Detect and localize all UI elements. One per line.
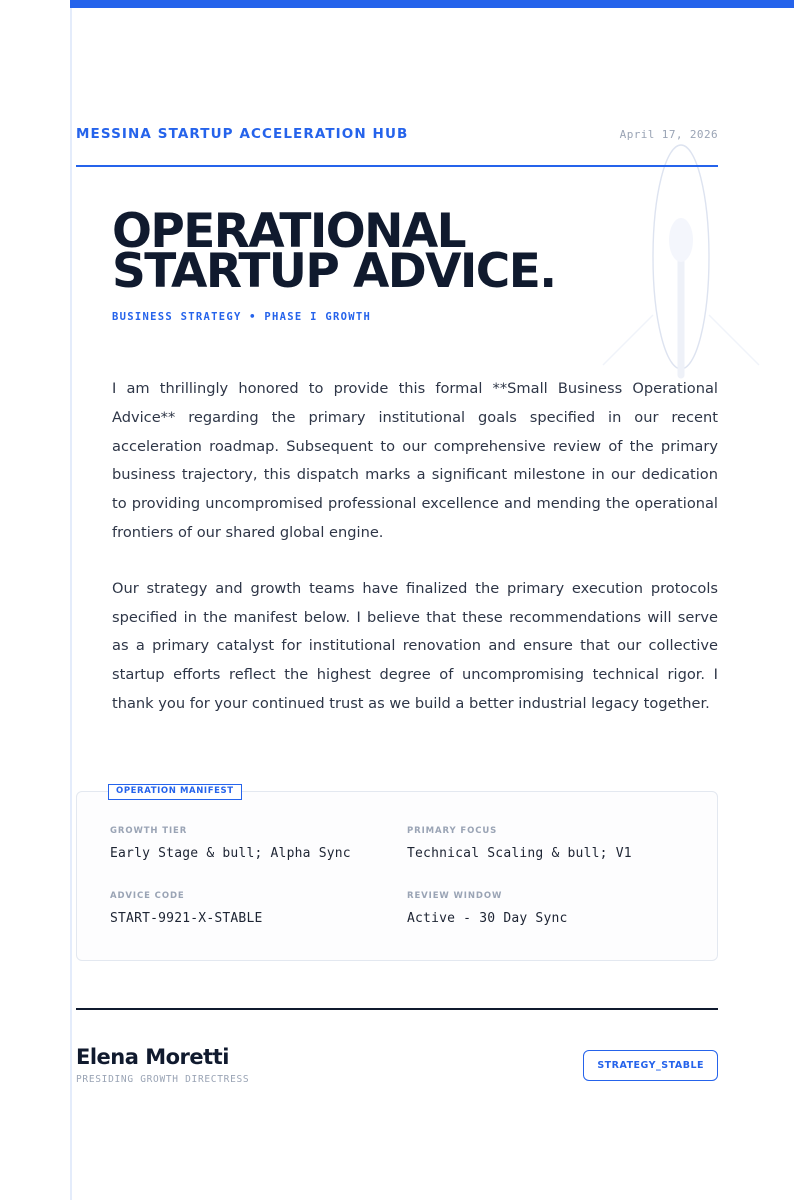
- manifest-field-value: Early Stage & bull; Alpha Sync: [110, 846, 351, 861]
- manifest-field: [407, 826, 684, 861]
- document-date: April 17, 2026: [619, 128, 718, 141]
- manifest-field-label: ADVICE CODE: [110, 891, 185, 901]
- page-title: [112, 204, 718, 300]
- manifest-field: [110, 891, 387, 926]
- organization-name: MESSINA STARTUP ACCELERATION HUB: [76, 126, 409, 142]
- title-eyebrow: BUSINESS STRATEGY • PHASE I GROWTH: [112, 310, 372, 323]
- manifest-field-value: Active - 30 Day Sync: [407, 911, 568, 926]
- signoff-block: [76, 1046, 718, 1085]
- manifest-tab-label: OPERATION MANIFEST: [108, 784, 242, 800]
- manifest-field: [407, 891, 684, 926]
- signer-name: Elena Moretti: [76, 1045, 229, 1069]
- manifest-field-value: START-9921-X-STABLE: [110, 911, 263, 926]
- body-copy: [112, 375, 718, 719]
- left-rail-divider: [70, 8, 72, 1200]
- status-badge: STRATEGY_STABLE: [583, 1050, 718, 1081]
- manifest-field-grid: [110, 826, 684, 926]
- manifest-field-label: REVIEW WINDOW: [407, 891, 503, 901]
- footer-rule: [76, 1008, 718, 1010]
- page-title-line-1: OPERATIONAL: [112, 204, 465, 259]
- operation-manifest-panel: [76, 786, 718, 961]
- document-content: [76, 0, 718, 1200]
- signer-role: PRESIDING GROWTH DIRECTRESS: [76, 1074, 250, 1086]
- body-paragraph-1: I am thrillingly honored to provide this formal **Small Business Operational Advice** regarding the primary institutional goals specified in our recent acceleration roadmap. Subsequent to our comprehensive review of the primary business trajectory, this dispatch marks a significant milestone in our dedication to providing uncompromised professional excellence and mending the operational frontiers of our shared global engine.: [112, 380, 718, 541]
- manifest-field-label: GROWTH TIER: [110, 826, 188, 836]
- masthead: [76, 126, 718, 142]
- manifest-field: [110, 826, 387, 861]
- body-paragraph-2: Our strategy and growth teams have finalized the primary execution protocols specified in the manifest below. I believe that these recommendations will serve as a primary catalyst for institutional renovation and ensure that our collective startup efforts reflect the highest degree of uncompromising technical rigor. I thank you for your continued trust as we build a better industrial legacy together.: [112, 579, 718, 712]
- manifest-field-label: PRIMARY FOCUS: [407, 826, 498, 836]
- manifest-field-value: Technical Scaling & bull; V1: [407, 846, 632, 861]
- page-title-line-2: STARTUP ADVICE.: [112, 244, 556, 300]
- title-block: [112, 204, 718, 323]
- signer-info: [76, 1046, 249, 1085]
- header-rule: [76, 165, 718, 167]
